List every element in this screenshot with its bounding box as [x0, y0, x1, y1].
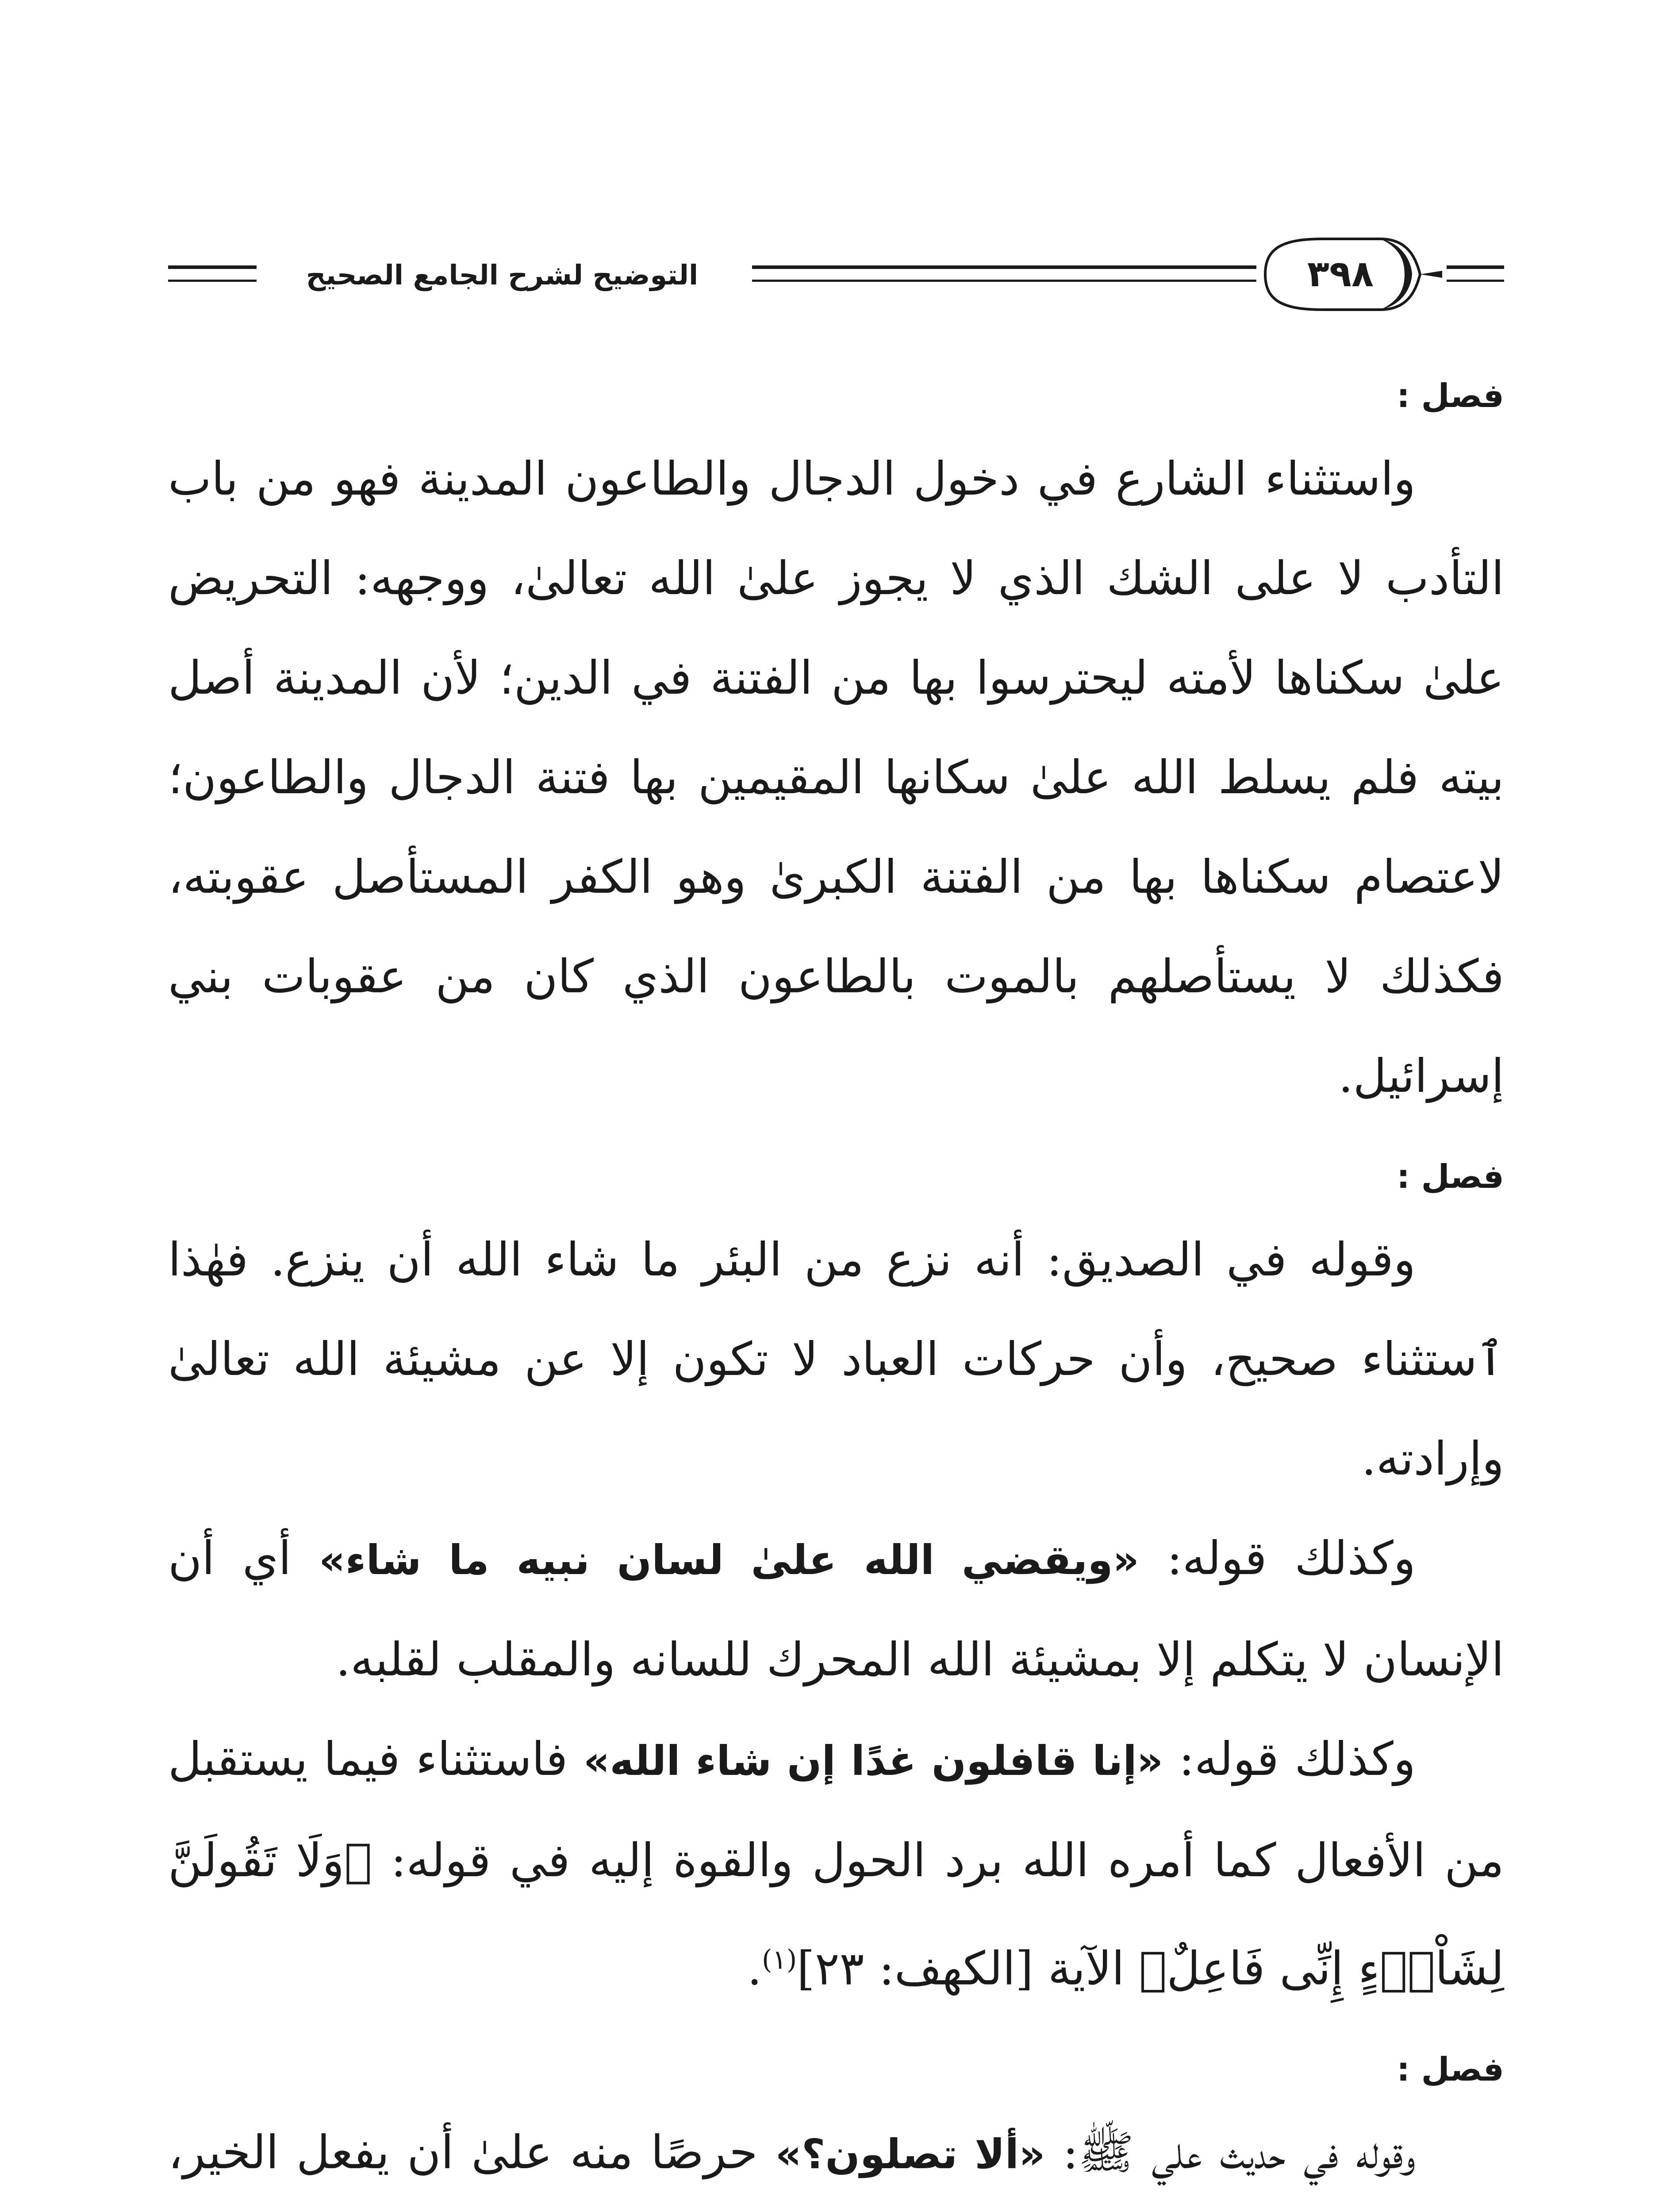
paragraph [168, 2103, 1504, 2212]
section-heading: فصل : [1397, 1158, 1504, 1196]
header-title: التوضيح لشرح الجامع الصحيح [306, 259, 699, 291]
paragraph: وقوله في الصديق: أنه نزع من البئر ما شاء الله أن ينزع. فهٰذا ٱستثناء صحيح، وأن حركات العباد لا تكون إلا عن مشيئة الله تعالىٰ وإرادته. [168, 1233, 1504, 1486]
main-text [168, 363, 1504, 2212]
hadith-quote: «إنا قافلون غدًا إن شاء الله» [583, 1737, 1163, 1785]
header-rule-middle-top [752, 265, 1256, 269]
page-number-ornament [1248, 230, 1442, 319]
paragraph: واستثناء الشارع في دخول الدجال والطاعون المدينة فهو من باب التأدب لا على الشك الذي لا يجوز علىٰ الله تعالىٰ، ووجهه: التحريض علىٰ سكناها لأمته ليحترسوا بها من الفتنة في الدين؛ لأن المدينة أصل بيته فلم يسلط الله علىٰ سكانها المقيمين بها فتنة الدجال والطاعون؛ لاعتصام سكناها بها من الفتنة الكبرىٰ وهو الكفر المستأصل عقوبته، فكذلك لا يستأصلهم بالموت بالطاعون الذي كان من عقوبات بني إسرائيل. [168, 452, 1505, 1103]
paragraph-text: وكذلك قوله: [1139, 1531, 1416, 1585]
hadith-quote: «ويقضي الله علىٰ لسان نبيه ما شاء» [319, 1536, 1139, 1584]
header-rule-left-bottom [168, 280, 257, 282]
paragraph-text: أي أن الإنسان لا يتكلم إلا بمشيئة الله المحرك للسانه والمقلب لقلبه. [168, 1531, 1504, 1686]
paragraph-text: . [747, 1941, 762, 1996]
section-heading: فصل : [1397, 2050, 1504, 2089]
header-rule-left-top [168, 265, 257, 269]
paragraph [168, 1709, 1504, 2019]
paragraph-text: وكذلك قوله: [1163, 1732, 1416, 1786]
spacer [168, 1126, 1504, 1144]
running-header [168, 230, 1504, 327]
paragraph-text: حرصًا منه علىٰ أن يفعل الخير، [168, 2125, 758, 2179]
header-rule-middle-bottom [752, 280, 1256, 282]
page-number: ٣٩٨ [1307, 253, 1374, 295]
hadith-quote: «ألا تصلون؟» [775, 2130, 1045, 2178]
paragraph-text: فاستثناء فيما يستقبل من الأفعال كما أمره الله برد الحول والقوة إليه في قوله: ﴿وَلَا تَقُولَنَّ لِشَاْىۡءٍ إِنِّى فَاعِلٌ﴾ الآية [الكهف: ٢٣] [168, 1732, 1504, 1996]
header-rule-right-bottom [1447, 280, 1504, 282]
spacer [168, 2019, 1504, 2036]
footnote-reference[interactable]: (١) [762, 1944, 797, 1975]
paragraph [168, 1509, 1504, 1709]
section-heading: فصل : [1397, 377, 1504, 415]
header-rule-right-top [1447, 265, 1504, 269]
paragraph-text: وقوله في حديث علي ﷺ: [1045, 2125, 1416, 2179]
